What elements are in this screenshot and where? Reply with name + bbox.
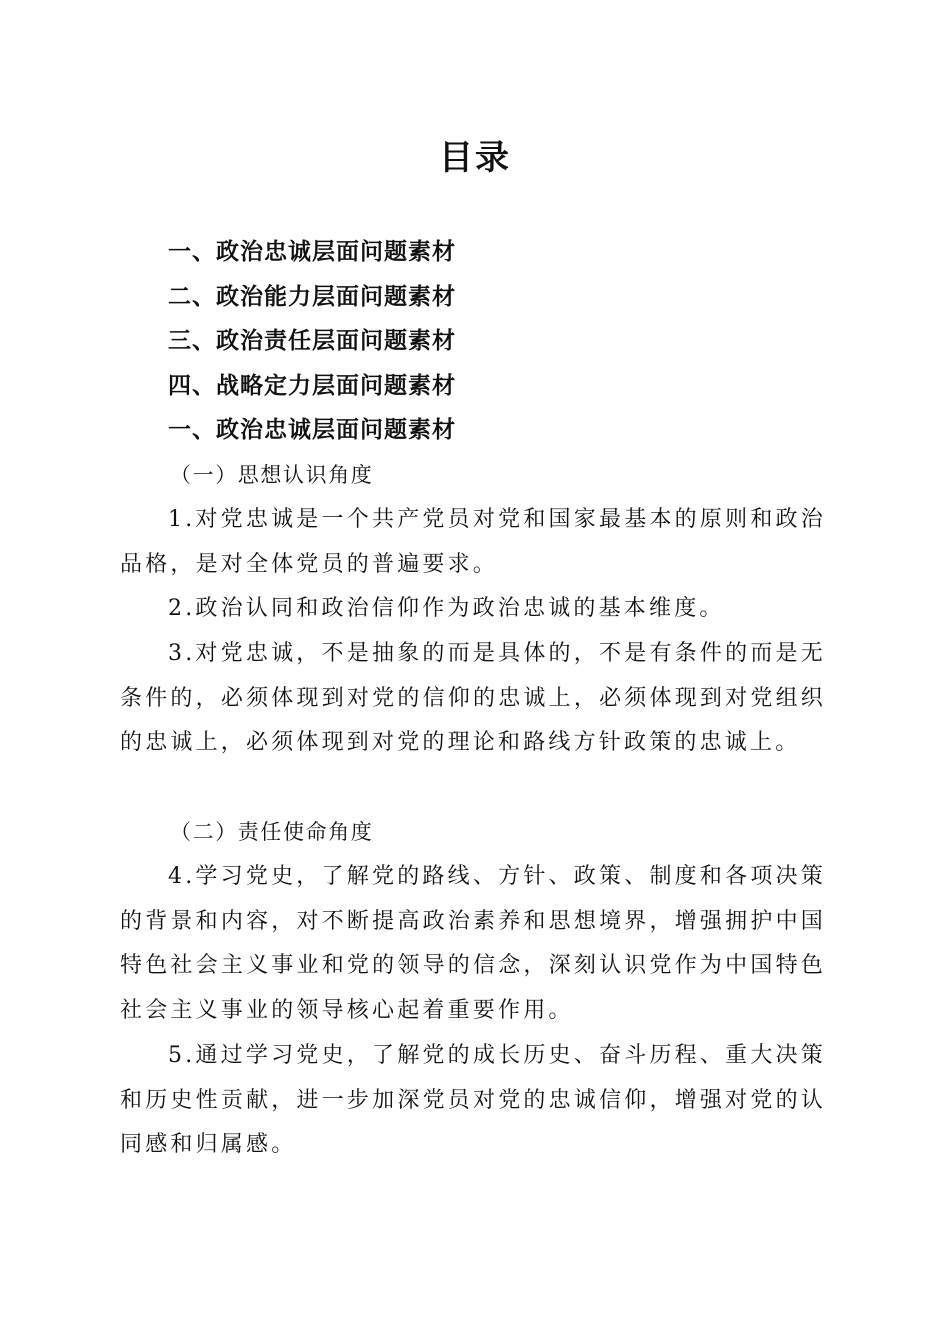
paragraph-2: 2.政治认同和政治信仰作为政治忠诚的基本维度。 bbox=[168, 596, 725, 621]
section-heading-responsibility: （二）责任使命角度 bbox=[170, 820, 374, 844]
toc-item: 四、战略定力层面问题素材 bbox=[168, 372, 456, 399]
paragraph-5: 5.通过学习党史，了解党的成长历史、奋斗历程、重大决策和历史性贡献，进一步加深党员对党的忠诚信仰，增强对党的认同感和归属感。 bbox=[120, 1043, 826, 1157]
table-of-contents bbox=[168, 230, 456, 453]
section-heading-thinking: （一）思想认识角度 bbox=[170, 463, 374, 487]
toc-item: 三、政治责任层面问题素材 bbox=[168, 328, 456, 355]
toc-item: 一、政治忠诚层面问题素材 bbox=[168, 417, 456, 444]
paragraph-4: 4.学习党史，了解党的路线、方针、政策、制度和各项决策的背景和内容，对不断提高政治素养和思想境界，增强拥护中国特色社会主义事业和党的领导的信念，深刻认识党作为中国特色社会主义事业的领导核心起着重要作用。 bbox=[120, 864, 826, 1023]
page-title: 目录 bbox=[439, 138, 511, 178]
toc-item: 一、政治忠诚层面问题素材 bbox=[168, 239, 456, 265]
toc-item: 二、政治能力层面问题素材 bbox=[168, 283, 456, 310]
paragraph-3: 3.对党忠诚，不是抽象的而是具体的，不是有条件的而是无条件的，必须体现到对党的信仰的忠诚上，必须体现到对党组织的忠诚上，必须体现到对党的理论和路线方针政策的忠诚上。 bbox=[120, 641, 826, 755]
paragraph-1: 1.对党忠诚是一个共产党员对党和国家最基本的原则和政治品格，是对全体党员的普遍要求。 bbox=[120, 507, 826, 577]
